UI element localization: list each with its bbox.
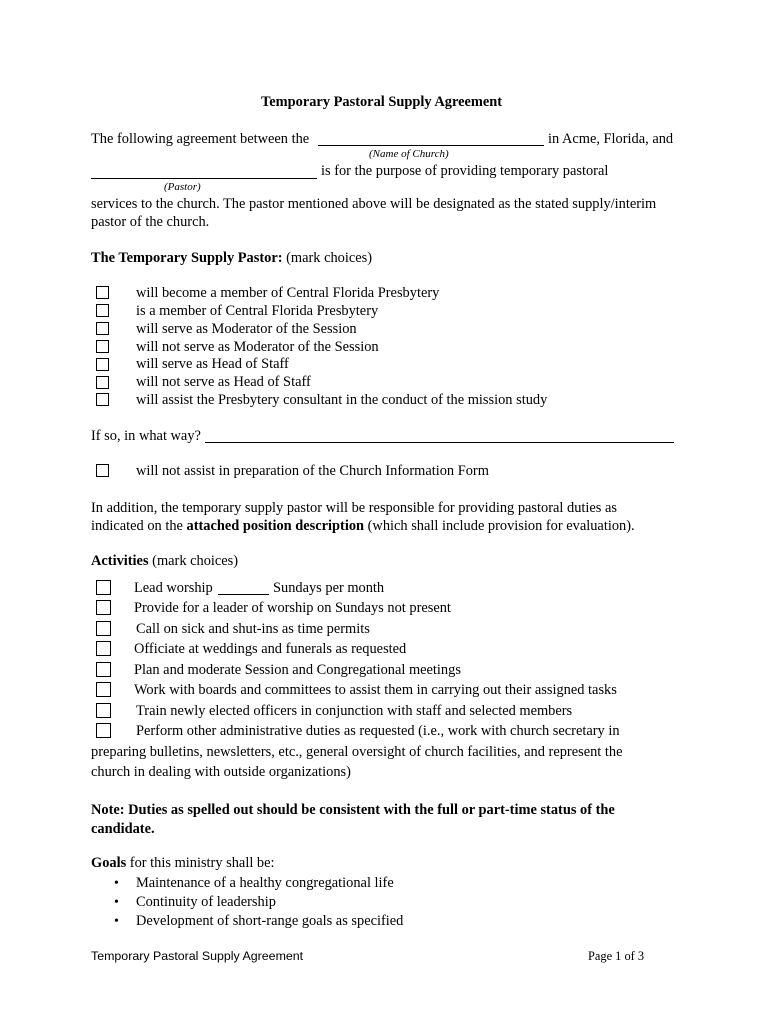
if-so-field[interactable] [205, 442, 674, 443]
activities-heading-label: Activities [91, 553, 149, 569]
pastor-label: (Pastor) [164, 181, 201, 193]
choice-is-member: is a member of Central Florida Presbytery [136, 303, 379, 319]
intro-line2-end: is for the purpose of providing temporary pastoral [321, 163, 609, 179]
addition-line1: In addition, the temporary supply pastor will be responsible for providing pastoral duties as [91, 500, 617, 516]
checkbox-serve-moderator[interactable] [96, 322, 109, 335]
footer-title: Temporary Pastoral Supply Agreement [91, 949, 304, 963]
checkbox-serve-head-staff[interactable] [96, 358, 109, 371]
activity-call-sick: Call on sick and shut-ins as time permits [136, 621, 370, 637]
goal-item-1: Maintenance of a healthy congregational life [136, 875, 394, 891]
pastor-name-field[interactable] [91, 178, 317, 179]
activity-provide-leader: Provide for a leader of worship on Sundays not present [134, 600, 451, 616]
checkbox-officiate[interactable] [96, 641, 111, 656]
activity-lead-worship-end: Sundays per month [273, 580, 385, 596]
checkbox-not-serve-moderator[interactable] [96, 340, 109, 353]
checkbox-become-member[interactable] [96, 286, 109, 299]
choice-not-serve-head-staff: will not serve as Head of Staff [136, 374, 311, 390]
choice-not-serve-moderator: will not serve as Moderator of the Session [136, 339, 379, 355]
goal-bullet: • [114, 895, 119, 910]
addition-line2 [91, 518, 635, 535]
activity-boards-committees: Work with boards and committees to assist them in carrying out their assigned tasks [134, 682, 617, 698]
addition-line2-start: indicated on the [91, 518, 183, 534]
page-title: Temporary Pastoral Supply Agreement [261, 94, 503, 110]
checkbox-boards-committees[interactable] [96, 682, 111, 697]
goal-item-2: Continuity of leadership [136, 894, 276, 910]
checkbox-admin-duties[interactable] [96, 723, 111, 738]
goal-bullet: • [114, 914, 119, 929]
choice-serve-head-staff: will serve as Head of Staff [136, 356, 289, 372]
supply-pastor-hint: (mark choices) [286, 250, 373, 266]
position-description-link: attached position description [186, 518, 365, 534]
checkbox-assist-consultant[interactable] [96, 393, 109, 406]
intro-line4: pastor of the church. [91, 214, 210, 230]
activity-train-officers: Train newly elected officers in conjunction with staff and selected members [136, 703, 573, 719]
addition-line2-end: (which shall include provision for evaluation). [367, 518, 635, 534]
goals-heading [91, 855, 275, 872]
checkbox-not-assist-cif[interactable] [96, 464, 109, 477]
choice-become-member: will become a member of Central Florida Presbytery [136, 285, 440, 301]
goals-intro: for this ministry shall be: [129, 855, 275, 871]
activities-hint: (mark choices) [152, 553, 239, 569]
supply-pastor-heading [91, 250, 372, 267]
activity-lead-worship-start: Lead worship [134, 580, 213, 596]
choice-not-assist-cif: will not assist in preparation of the Church Information Form [136, 463, 489, 479]
goal-bullet: • [114, 876, 119, 891]
note-line2: candidate. [91, 821, 155, 837]
checkbox-not-serve-head-staff[interactable] [96, 376, 109, 389]
intro-line1-start: The following agreement between the [91, 131, 310, 147]
activity-officiate: Officiate at weddings and funerals as requested [134, 641, 407, 657]
church-name-label: (Name of Church) [369, 148, 449, 160]
if-so-label: If so, in what way? [91, 428, 201, 444]
choice-assist-consultant: will assist the Presbytery consultant in the conduct of the mission study [136, 392, 548, 408]
note-line1: Note: Duties as spelled out should be consistent with the full or part-time status of the [91, 802, 615, 818]
checkbox-plan-moderate[interactable] [96, 662, 111, 677]
activity-admin-line1: Perform other administrative duties as requested (i.e., work with church secretary in [136, 723, 620, 739]
activity-admin-line3: church in dealing with outside organizations) [91, 764, 351, 780]
activities-heading [91, 553, 238, 570]
intro-line3: services to the church. The pastor mentioned above will be designated as the stated supply/interim [91, 196, 657, 212]
checkbox-lead-worship[interactable] [96, 580, 111, 595]
activity-admin-line2: preparing bulletins, newsletters, etc., general oversight of church facilities, and represent the [91, 744, 623, 760]
activity-plan-moderate: Plan and moderate Session and Congregational meetings [134, 662, 461, 678]
footer-page-number: Page 1 of 3 [588, 949, 645, 963]
intro-line1-end: in Acme, Florida, and [548, 131, 674, 147]
sundays-per-month-field[interactable] [218, 594, 269, 595]
checkbox-train-officers[interactable] [96, 703, 111, 718]
checkbox-call-sick[interactable] [96, 621, 111, 636]
choice-serve-moderator: will serve as Moderator of the Session [136, 321, 357, 337]
checkbox-provide-leader[interactable] [96, 600, 111, 615]
supply-pastor-heading-label: The Temporary Supply Pastor: [91, 250, 283, 266]
checkbox-is-member[interactable] [96, 304, 109, 317]
church-name-field[interactable] [318, 145, 544, 146]
goal-item-3: Development of short-range goals as specified [136, 913, 404, 929]
goals-heading-label: Goals [91, 855, 127, 871]
